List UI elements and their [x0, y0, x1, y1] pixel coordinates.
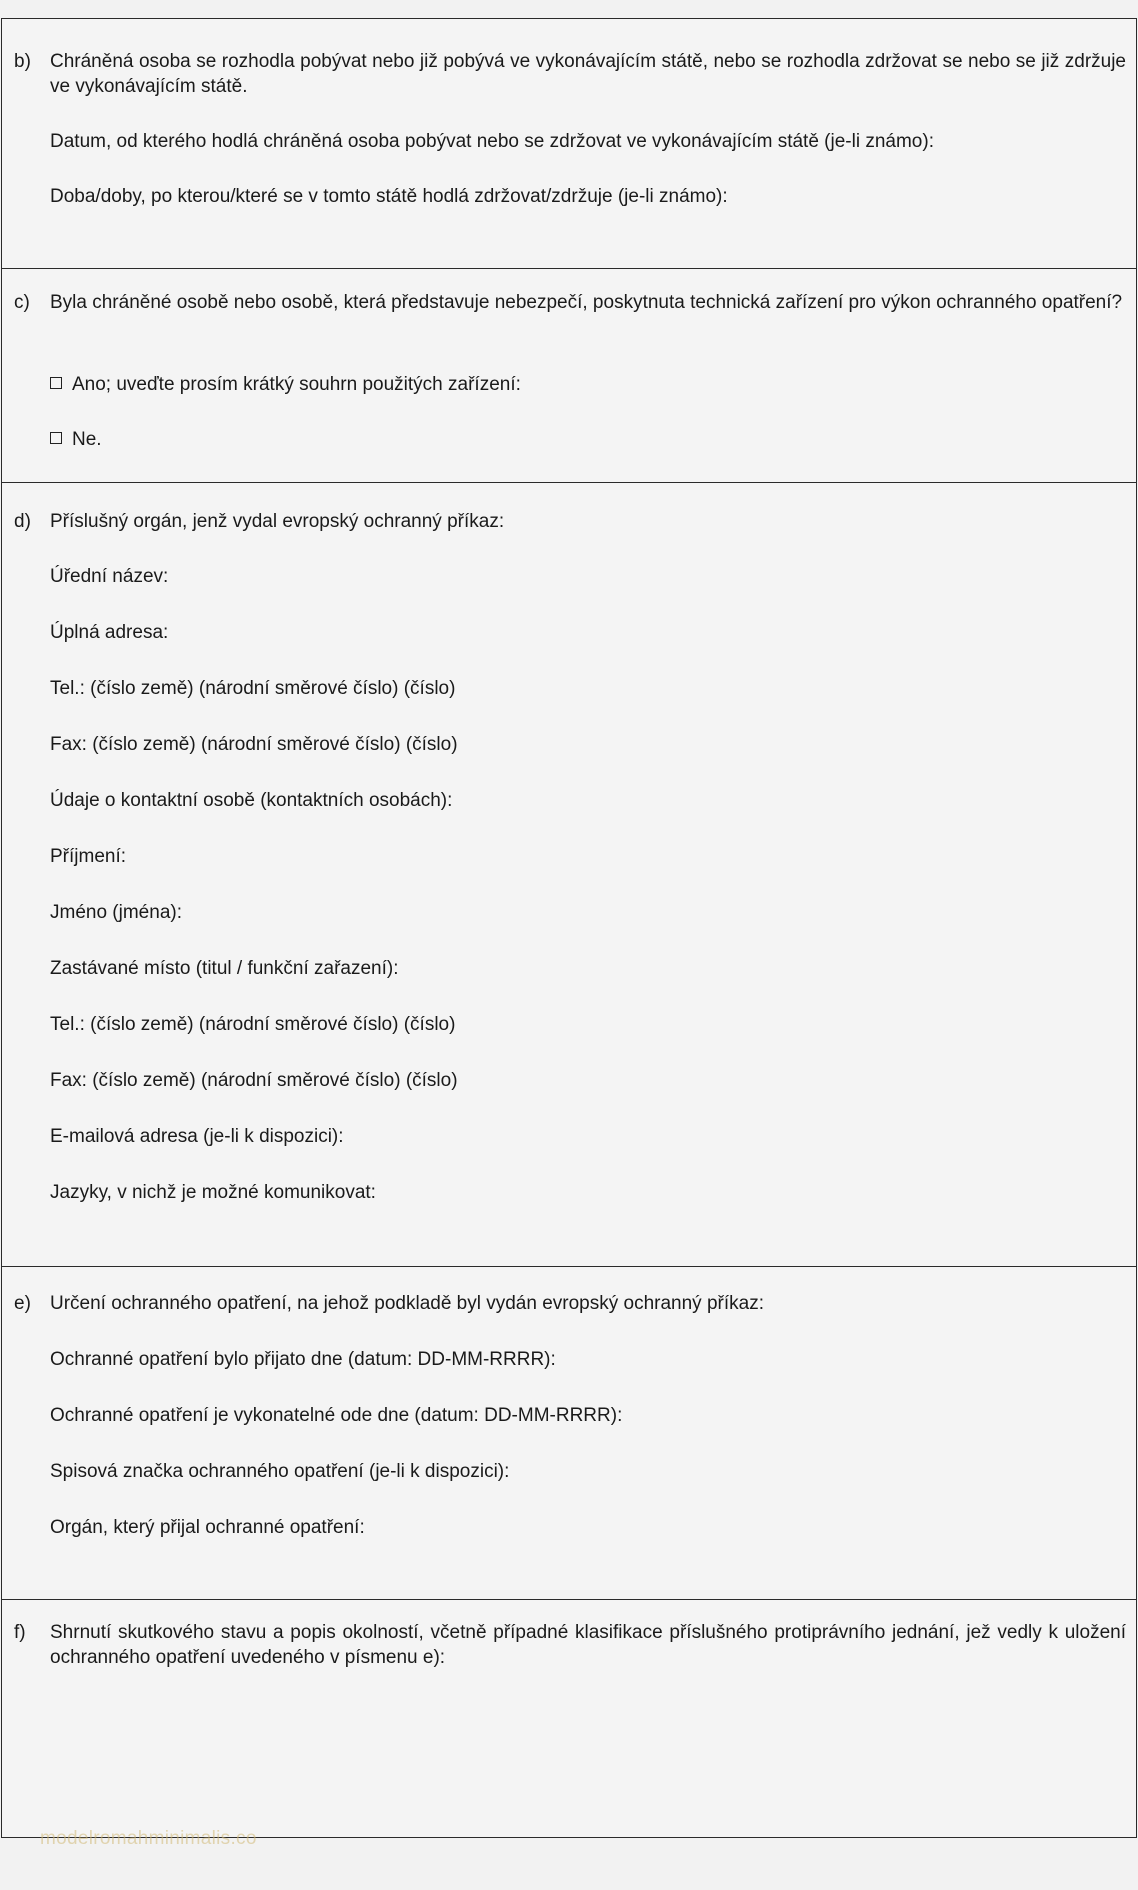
option-no [50, 427, 1126, 452]
section-intro: Chráněná osoba se rozhodla pobývat nebo již pobývá ve vykonávajícím státě, nebo se rozhodla zdržovat se nebo se již zdržuje ve vykonávajícím státě. [50, 51, 1126, 97]
form-field-label: Doba/doby, po kterou/které se v tomto státě hodlá zdržovat/zdržuje (je-li známo): [50, 186, 728, 207]
option-label: Ne. [72, 429, 102, 450]
section-intro: Byla chráněné osobě nebo osobě, která představuje nebezpečí, poskytnuta technická zařízení pro výkon ochranného opatření? [50, 292, 1123, 313]
form-table [1, 18, 1137, 1838]
section-marker: b) [14, 51, 31, 72]
watermark-text: modelromahminimalis.co [40, 1828, 257, 1849]
section-intro: Shrnutí skutkového stavu a popis okolností, včetně případné klasifikace příslušného protiprávního jednání, jež vedly k uložení ochranného opatření uvedeného v písmenu e): [50, 1622, 1126, 1668]
form-field-label: Jméno (jména): [50, 902, 182, 923]
section-f [2, 1600, 1136, 1839]
option-label: Ano; uveďte prosím krátký souhrn použitých zařízení: [72, 374, 521, 395]
section-marker: e) [14, 1293, 31, 1314]
section-b [2, 19, 1136, 269]
form-field-label: Údaje o kontaktní osobě (kontaktních osobách): [50, 790, 453, 811]
form-field-label: Orgán, který přijal ochranné opatření: [50, 1517, 365, 1538]
section-marker: d) [14, 511, 31, 532]
form-field-label: Úřední název: [50, 566, 169, 587]
section-intro: Určení ochranného opatření, na jehož podkladě byl vydán evropský ochranný příkaz: [50, 1293, 764, 1314]
checkbox-yes[interactable] [50, 377, 62, 389]
section-marker: f) [14, 1622, 26, 1643]
form-field-label: Tel.: (číslo země) (národní směrové číslo) (číslo) [50, 1014, 456, 1035]
section-intro: Příslušný orgán, jenž vydal evropský ochranný příkaz: [50, 511, 505, 532]
form-field-label: Ochranné opatření je vykonatelné ode dne (datum: DD-MM-RRRR): [50, 1405, 623, 1426]
option-yes [50, 372, 1126, 397]
form-field-label: Fax: (číslo země) (národní směrové číslo) (číslo) [50, 734, 458, 755]
form-field-label: Jazyky, v nichž je možné komunikovat: [50, 1182, 376, 1203]
form-field-label: E-mailová adresa (je-li k dispozici): [50, 1126, 344, 1147]
section-e [2, 1267, 1136, 1600]
form-field-label: Zastávané místo (titul / funkční zařazení): [50, 958, 399, 979]
form-field-label: Fax: (číslo země) (národní směrové číslo) (číslo) [50, 1070, 458, 1091]
form-field-label: Spisová značka ochranného opatření (je-li k dispozici): [50, 1461, 510, 1482]
form-field-label: Úplná adresa: [50, 622, 169, 643]
checkbox-no[interactable] [50, 432, 62, 444]
form-field-label: Ochranné opatření bylo přijato dne (datum: DD-MM-RRRR): [50, 1349, 556, 1370]
section-d [2, 483, 1136, 1267]
form-field-label: Příjmení: [50, 846, 127, 867]
form-field-label: Datum, od kterého hodlá chráněná osoba pobývat nebo se zdržovat ve vykonávajícím státě (je-li známo): [50, 131, 934, 152]
form-field-label: Tel.: (číslo země) (národní směrové číslo) (číslo) [50, 678, 456, 699]
section-marker: c) [14, 292, 30, 313]
section-c [2, 269, 1136, 483]
